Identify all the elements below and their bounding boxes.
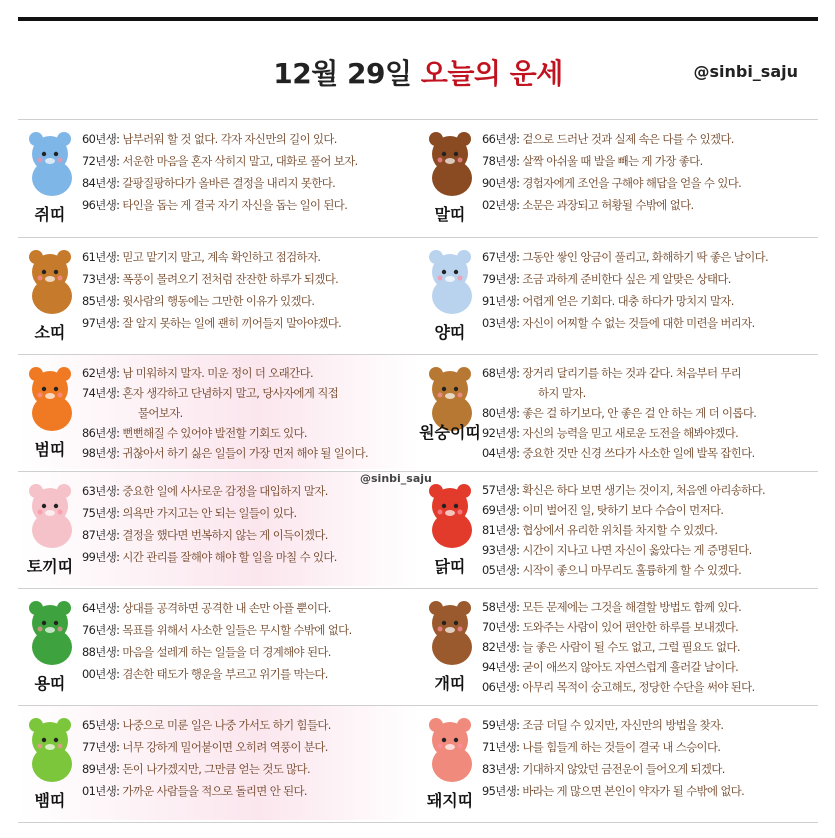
birth-year: 91년생:: [482, 294, 520, 308]
zodiac-cell: [18, 355, 418, 469]
fortune-text: 협상에서 유리한 위치를 차지할 수 있겠다.: [522, 523, 718, 537]
fortune-text: 시작이 좋으니 마무리도 훌륭하게 할 수 있겠다.: [522, 563, 742, 577]
title-fortune: 오늘의 운세: [420, 57, 563, 90]
birth-year: 96년생:: [82, 198, 120, 212]
birth-year: 76년생:: [82, 623, 120, 637]
fortune-line: [82, 268, 414, 290]
zodiac-name: 양띠: [434, 323, 466, 342]
mouse-icon: [22, 128, 78, 200]
birth-year: 99년생:: [82, 550, 120, 564]
birth-year: 75년생:: [82, 506, 120, 520]
zodiac-cell: [18, 589, 418, 703]
fortune-text: 중요한 것만 신경 쓰다가 사소한 일에 발목 잡힌다.: [522, 446, 755, 460]
fortune-line: [82, 246, 414, 268]
fortune-line: [482, 363, 814, 383]
fortune-line: [482, 758, 814, 780]
fortune-text: 장거리 달리기를 하는 것과 같다. 처음부터 무리: [522, 366, 742, 380]
zodiac-cell: [418, 472, 818, 586]
fortune-text: 의욕만 가지고는 안 되는 일들이 있다.: [122, 506, 297, 520]
birth-year: 84년생:: [82, 176, 120, 190]
fortune-lines: [82, 480, 414, 568]
fortune-text: 살짝 아쉬울 때 발을 빼는 게 가장 좋다.: [522, 154, 703, 168]
sheep-icon: [422, 246, 478, 318]
row-divider: [18, 705, 818, 706]
fortune-text: 굳이 애쓰지 않아도 자연스럽게 흘러갈 날이다.: [522, 660, 739, 674]
birth-year: 74년생:: [82, 386, 120, 400]
fortune-lines: [82, 714, 414, 802]
fortune-line: [82, 403, 414, 423]
fortune-line: [482, 312, 814, 334]
fortune-line: [482, 540, 814, 560]
birth-year: 57년생:: [482, 483, 520, 497]
birth-year: 78년생:: [482, 154, 520, 168]
fortune-text: 서운한 마음을 혼자 삭히지 말고, 대화로 풀어 보자.: [122, 154, 358, 168]
birth-year: 93년생:: [482, 543, 520, 557]
birth-year: 01년생:: [82, 784, 120, 798]
top-rule: [18, 17, 818, 21]
fortune-lines: [482, 480, 814, 580]
fortune-line: [82, 443, 414, 463]
fortune-text: 믿고 맡기지 말고, 계속 확인하고 점검하자.: [122, 250, 321, 264]
fortune-line: [82, 619, 414, 641]
fortune-line: [82, 663, 414, 685]
fortune-line: [482, 520, 814, 540]
fortune-text: 좋은 걸 하기보다, 안 좋은 걸 안 하는 게 더 이롭다.: [522, 406, 757, 420]
fortune-line: [82, 194, 414, 216]
fortune-line: [482, 403, 814, 423]
zodiac-cell: [18, 238, 418, 352]
fortune-line: [82, 172, 414, 194]
row-divider: [18, 588, 818, 589]
zodiac-cell: [18, 120, 418, 234]
zodiac-name: 소띠: [34, 323, 66, 342]
fortune-text: 그동안 쌓인 앙금이 풀리고, 화해하기 딱 좋은 날이다.: [522, 250, 769, 264]
fortune-text: 시간 관리를 잘해야 해야 할 일을 마칠 수 있다.: [122, 550, 337, 564]
fortune-text: 나를 힘들게 하는 것들이 결국 내 스승이다.: [522, 740, 721, 754]
birth-year: 72년생:: [82, 154, 120, 168]
birth-year: 61년생:: [82, 250, 120, 264]
birth-year: 03년생:: [482, 316, 520, 330]
fortune-text: 늘 좋은 사람이 될 수도 없고, 그럴 필요도 없다.: [522, 640, 740, 654]
fortune-text: 잘 알지 못하는 일에 괜히 끼어들지 말아야겠다.: [122, 316, 342, 330]
fortune-line: [82, 383, 414, 403]
birth-year: 71년생:: [482, 740, 520, 754]
fortune-text: 타인을 돕는 게 결국 자기 자신을 돕는 일이 된다.: [122, 198, 348, 212]
fortune-text: 자신의 능력을 믿고 새로운 도전을 해봐야겠다.: [522, 426, 739, 440]
fortune-line: [82, 736, 414, 758]
fortune-text: 상대를 공격하면 공격한 내 손만 아플 뿐이다.: [122, 601, 331, 615]
birth-year: 58년생:: [482, 600, 520, 614]
fortune-text: 돈이 나가겠지만, 그만큼 얻는 것도 많다.: [122, 762, 310, 776]
pig-icon: [422, 714, 478, 786]
fortune-lines: [482, 128, 814, 216]
fortune-line: [82, 312, 414, 334]
birth-year: 67년생:: [482, 250, 520, 264]
zodiac-cell: [418, 355, 818, 469]
zodiac-name: 쥐띠: [34, 205, 66, 224]
fortune-line: [82, 423, 414, 443]
fortune-line: [482, 677, 814, 697]
fortune-line: [482, 246, 814, 268]
fortune-text: 자신이 어찌할 수 없는 것들에 대한 미련을 버리자.: [522, 316, 755, 330]
zodiac-cell: [18, 706, 418, 820]
row-divider: [18, 822, 818, 823]
snake-icon: [22, 714, 78, 786]
fortune-line: [482, 150, 814, 172]
zodiac-name: 용띠: [34, 674, 66, 693]
dragon-icon: [22, 597, 78, 669]
birth-year: 06년생:: [482, 680, 520, 694]
fortune-lines: [482, 597, 814, 697]
fortune-line: [482, 423, 814, 443]
fortune-text: 어렵게 얻은 기회다. 대충 하다가 망치지 말자.: [522, 294, 734, 308]
birth-year: 83년생:: [482, 762, 520, 776]
fortune-text: 바라는 게 많으면 본인이 약자가 될 수밖에 없다.: [522, 784, 745, 798]
fortune-lines: [82, 128, 414, 216]
birth-year: 59년생:: [482, 718, 520, 732]
zodiac-name: 토끼띠: [26, 557, 74, 576]
birth-year: 86년생:: [82, 426, 120, 440]
birth-year: 81년생:: [482, 523, 520, 537]
fortune-line: [482, 128, 814, 150]
fortune-line: [82, 641, 414, 663]
birth-year: 68년생:: [482, 366, 520, 380]
fortune-line: [482, 268, 814, 290]
row-divider: [18, 237, 818, 238]
zodiac-cell: [418, 238, 818, 352]
horse-icon: [422, 128, 478, 200]
fortune-text: 모든 문제에는 그것을 해결할 방법도 함께 있다.: [522, 600, 742, 614]
fortune-text: 결정을 했다면 번복하지 않는 게 이득이겠다.: [122, 528, 328, 542]
zodiac-name: 개띠: [434, 674, 466, 693]
fortune-text: 하지 말자.: [538, 386, 586, 400]
fortune-line: [82, 546, 414, 568]
zodiac-cell: [418, 706, 818, 820]
zodiac-name: 돼지띠: [426, 791, 474, 810]
account-handle: @sinbi_saju: [693, 62, 798, 81]
zodiac-cell: [418, 120, 818, 234]
fortune-line: [482, 657, 814, 677]
fortune-text: 남부러워 할 것 없다. 각자 자신만의 길이 있다.: [122, 132, 337, 146]
zodiac-cell: [18, 472, 418, 586]
birth-year: 00년생:: [82, 667, 120, 681]
birth-year: 87년생:: [82, 528, 120, 542]
fortune-text: 너무 강하게 밀어붙이면 오히려 역풍이 분다.: [122, 740, 328, 754]
fortune-line: [482, 714, 814, 736]
fortune-text: 가까운 사람들을 적으로 돌리면 안 된다.: [122, 784, 307, 798]
fortune-text: 뻔뻔해질 수 있어야 발전할 기회도 있다.: [122, 426, 307, 440]
fortune-text: 남 미워하지 말자. 미운 정이 더 오래간다.: [122, 366, 313, 380]
birth-year: 95년생:: [482, 784, 520, 798]
fortune-line: [482, 637, 814, 657]
header: [18, 22, 818, 118]
birth-year: 02년생:: [482, 198, 520, 212]
fortune-lines: [82, 246, 414, 334]
fortune-line: [482, 736, 814, 758]
birth-year: 89년생:: [82, 762, 120, 776]
zodiac-name: 닭띠: [434, 557, 466, 576]
fortune-text: 목표를 위해서 사소한 일들은 무시할 수밖에 없다.: [122, 623, 352, 637]
fortune-text: 혼자 생각하고 단념하지 말고, 당사자에게 직접: [122, 386, 339, 400]
birth-year: 05년생:: [482, 563, 520, 577]
fortune-line: [482, 194, 814, 216]
fortune-text: 나중으로 미룬 일은 나중 가서도 하기 힘들다.: [122, 718, 331, 732]
fortune-text: 조금 더딜 수 있지만, 자신만의 방법을 찾자.: [522, 718, 724, 732]
fortune-line: [82, 780, 414, 802]
birth-year: 82년생:: [482, 640, 520, 654]
fortune-text: 경험자에게 조언을 구해야 해답을 얻을 수 있다.: [522, 176, 742, 190]
tiger-icon: [22, 363, 78, 435]
zodiac-cell: [418, 589, 818, 703]
fortune-line: [482, 383, 814, 403]
birth-year: 90년생:: [482, 176, 520, 190]
fortune-line: [82, 150, 414, 172]
birth-year: 92년생:: [482, 426, 520, 440]
title-date: 12월 29일: [273, 57, 412, 90]
fortune-line: [482, 172, 814, 194]
fortune-lines: [82, 597, 414, 685]
fortune-line: [82, 290, 414, 312]
birth-year: 66년생:: [482, 132, 520, 146]
birth-year: 77년생:: [82, 740, 120, 754]
birth-year: 69년생:: [482, 503, 520, 517]
fortune-text: 마음을 설레게 하는 일들을 더 경계해야 된다.: [122, 645, 331, 659]
birth-year: 04년생:: [482, 446, 520, 460]
dog-icon: [422, 597, 478, 669]
cow-icon: [22, 246, 78, 318]
rabbit-icon: [22, 480, 78, 552]
fortune-text: 중요한 일에 사사로운 감정을 대입하지 말자.: [122, 484, 328, 498]
fortune-text: 폭풍이 몰려오기 전처럼 잔잔한 하루가 되겠다.: [122, 272, 339, 286]
fortune-text: 소문은 과장되고 허황될 수밖에 없다.: [522, 198, 694, 212]
fortune-line: [82, 714, 414, 736]
zodiac-name: 뱀띠: [34, 791, 66, 810]
fortune-line: [482, 443, 814, 463]
fortune-line: [82, 128, 414, 150]
fortune-line: [82, 524, 414, 546]
birth-year: 88년생:: [82, 645, 120, 659]
fortune-line: [482, 480, 814, 500]
fortune-text: 갈팡질팡하다가 올바른 결정을 내리지 못한다.: [122, 176, 336, 190]
birth-year: 63년생:: [82, 484, 120, 498]
fortune-text: 윗사람의 행동에는 그만한 이유가 있겠다.: [122, 294, 315, 308]
fortune-text: 조금 과하게 준비한다 싶은 게 알맞은 상태다.: [522, 272, 731, 286]
fortune-text: 겉으로 드러난 것과 실제 속은 다를 수 있겠다.: [522, 132, 734, 146]
birth-year: 98년생:: [82, 446, 120, 460]
fortune-lines: [482, 246, 814, 334]
birth-year: 73년생:: [82, 272, 120, 286]
fortune-text: 기대하지 않았던 금전운이 들어오게 되겠다.: [522, 762, 725, 776]
rooster-icon: [422, 480, 478, 552]
fortune-line: [482, 560, 814, 580]
fortune-line: [482, 617, 814, 637]
row-divider: [18, 354, 818, 355]
birth-year: 80년생:: [482, 406, 520, 420]
birth-year: 64년생:: [82, 601, 120, 615]
birth-year: 60년생:: [82, 132, 120, 146]
fortune-text: 귀찮아서 하기 싫은 일들이 가장 먼저 해야 될 일이다.: [122, 446, 369, 460]
birth-year: 85년생:: [82, 294, 120, 308]
fortune-lines: [482, 363, 814, 463]
fortune-lines: [482, 714, 814, 802]
birth-year: 79년생:: [482, 272, 520, 286]
fortune-text: 아무리 목적이 숭고해도, 정당한 수단을 써야 된다.: [522, 680, 755, 694]
birth-year: 65년생:: [82, 718, 120, 732]
fortune-line: [82, 758, 414, 780]
fortune-lines: [82, 363, 414, 463]
fortune-line: [82, 597, 414, 619]
zodiac-name: 말띠: [434, 205, 466, 224]
watermark: @sinbi_saju: [360, 472, 432, 485]
fortune-text: 도와주는 사람이 있어 편안한 하루를 보내겠다.: [522, 620, 739, 634]
fortune-text: 겸손한 태도가 행운을 부르고 위기를 막는다.: [122, 667, 328, 681]
fortune-text: 시간이 지나고 나면 자신이 옳았다는 게 증명된다.: [522, 543, 752, 557]
birth-year: 94년생:: [482, 660, 520, 674]
fortune-text: 확신은 하다 보면 생기는 것이지, 처음엔 아리송하다.: [522, 483, 766, 497]
birth-year: 70년생:: [482, 620, 520, 634]
row-divider: [18, 119, 818, 120]
fortune-line: [482, 500, 814, 520]
birth-year: 62년생:: [82, 366, 120, 380]
zodiac-name: 범띠: [34, 440, 66, 459]
fortune-line: [482, 597, 814, 617]
fortune-line: [82, 502, 414, 524]
fortune-text: 이미 벌어진 일, 탓하기 보다 수습이 먼저다.: [522, 503, 724, 517]
zodiac-name: 원숭이띠: [419, 423, 481, 442]
fortune-line: [482, 780, 814, 802]
fortune-line: [482, 290, 814, 312]
fortune-line: [82, 363, 414, 383]
fortune-text: 물어보자.: [138, 406, 183, 420]
birth-year: 97년생:: [82, 316, 120, 330]
